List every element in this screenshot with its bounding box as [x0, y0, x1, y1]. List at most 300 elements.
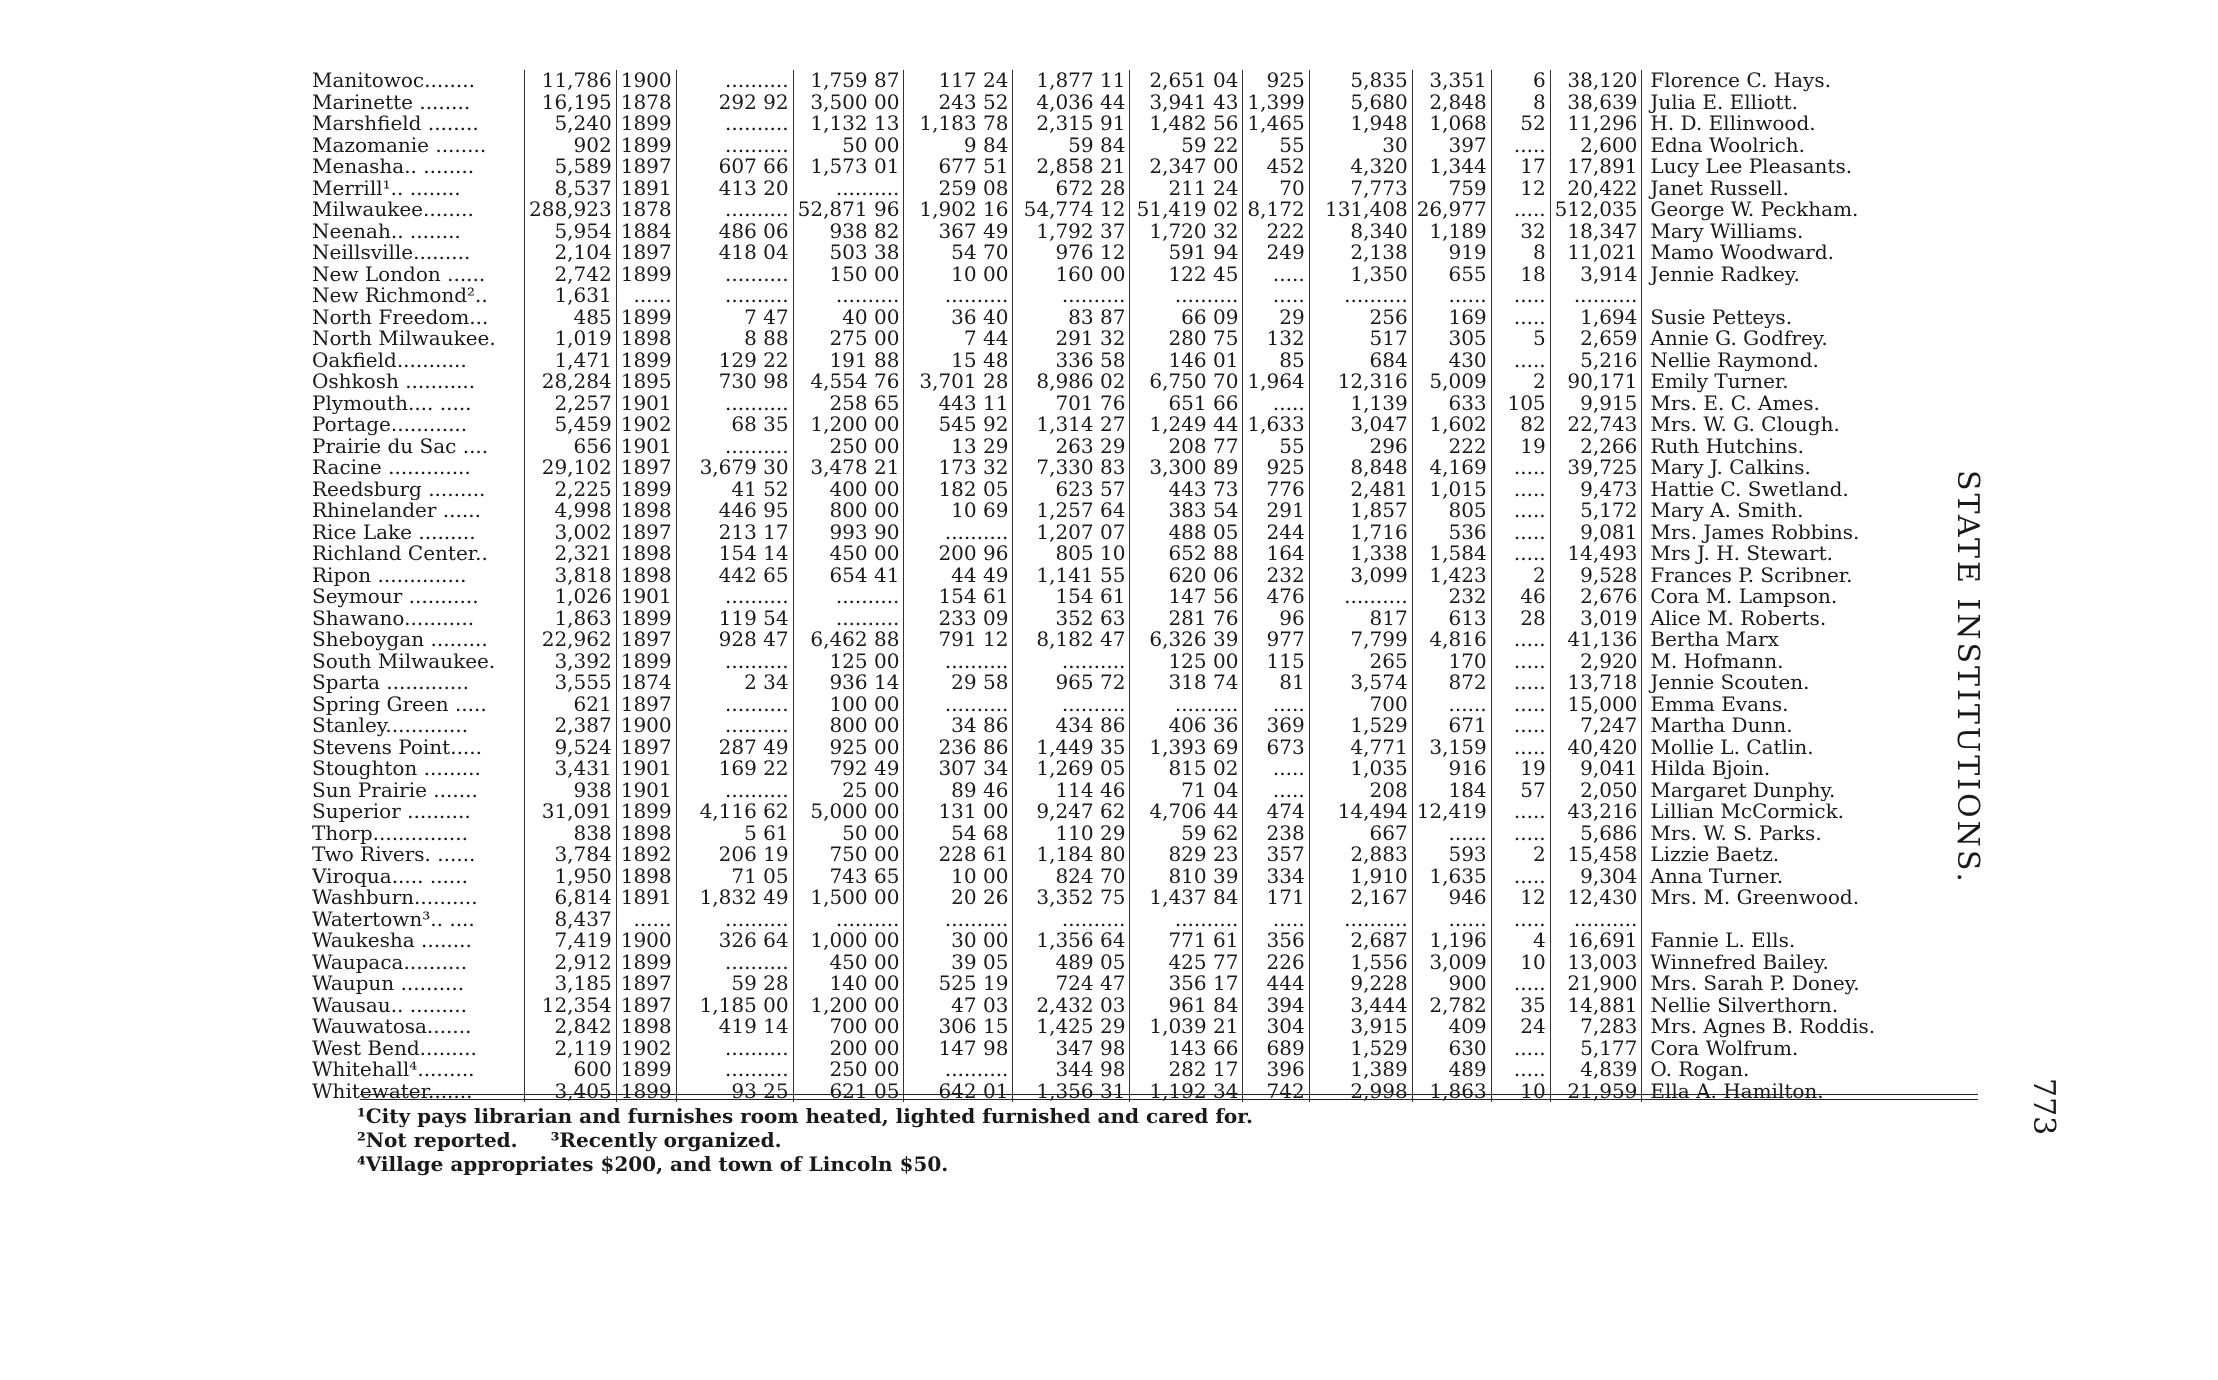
place-name-cell: Mazomanie ........ — [312, 134, 487, 156]
year-established-cell: 1902 — [616, 1038, 676, 1060]
expenditures-cell: 59 62 — [1130, 823, 1243, 845]
other-receipts-cell: 545 92 — [904, 414, 1013, 436]
circulation-cell: 20,422 — [1550, 178, 1642, 200]
other-receipts-cell: 147 98 — [904, 1038, 1013, 1060]
total-receipts-cell: 263 29 — [1013, 436, 1130, 458]
pamphlets-cell: 1,423 — [1412, 565, 1491, 587]
expenditures-cell: .......... — [1130, 694, 1243, 716]
volumes-added-cell: 444 — [1243, 973, 1309, 995]
population-cell: 656 — [525, 436, 617, 458]
balance-on-hand-cell: 154 14 — [676, 543, 793, 565]
periodicals-cell: 8 — [1491, 242, 1550, 264]
expenditures-cell: 66 09 — [1130, 307, 1243, 329]
circulation-cell: 5,177 — [1550, 1038, 1642, 1060]
appropriation-cell: 200 00 — [793, 1038, 904, 1060]
appropriation-cell: 140 00 — [793, 973, 904, 995]
circulation-cell: 5,172 — [1550, 500, 1642, 522]
year-established-cell: 1900 — [616, 930, 676, 952]
expenditures-cell: 208 77 — [1130, 436, 1243, 458]
population-cell: 1,019 — [525, 328, 617, 350]
table-row — [312, 930, 1954, 952]
appropriation-cell: 40 00 — [793, 307, 904, 329]
pamphlets-cell: 430 — [1412, 350, 1491, 372]
table-row — [312, 328, 1954, 350]
total-receipts-cell: 623 57 — [1013, 479, 1130, 501]
librarian-name-cell: Margaret Dunphy. — [1650, 779, 1836, 801]
volumes-added-cell: 81 — [1243, 672, 1309, 694]
periodicals-cell: ..... — [1491, 715, 1550, 737]
table-row — [312, 866, 1954, 888]
table-row — [312, 1059, 1954, 1081]
total-receipts-cell: 154 61 — [1013, 586, 1130, 608]
librarian-name-cell: M. Hofmann. — [1650, 650, 1784, 672]
librarian-name-cell: Mamo Woodward. — [1650, 242, 1835, 264]
circulation-cell: 15,458 — [1550, 844, 1642, 866]
population-cell: 31,091 — [525, 801, 617, 823]
appropriation-cell: 191 88 — [793, 350, 904, 372]
pamphlets-cell: ...... — [1412, 694, 1491, 716]
population-cell: 2,225 — [525, 479, 617, 501]
volumes-added-cell: 132 — [1243, 328, 1309, 350]
circulation-cell: 2,920 — [1550, 651, 1642, 673]
volumes-in-library-cell: 7,773 — [1309, 178, 1412, 200]
population-cell: 6,814 — [525, 887, 617, 909]
table-row — [312, 672, 1954, 694]
other-receipts-cell: 173 32 — [904, 457, 1013, 479]
place-name-cell: Superior .......... — [312, 801, 471, 823]
circulation-cell: 3,914 — [1550, 264, 1642, 286]
volumes-added-cell: 291 — [1243, 500, 1309, 522]
periodicals-cell: ..... — [1491, 350, 1550, 372]
librarian-name-cell — [1642, 909, 1955, 931]
volumes-in-library-cell: 1,035 — [1309, 758, 1412, 780]
volumes-in-library-cell: 2,481 — [1309, 479, 1412, 501]
expenditures-cell: 771 61 — [1130, 930, 1243, 952]
librarian-name-cell: Fannie L. Ells. — [1650, 930, 1796, 952]
other-receipts-cell: 39 05 — [904, 952, 1013, 974]
table-body — [312, 70, 1954, 1102]
population-cell: 5,240 — [525, 113, 617, 135]
librarian-name-cell: Mary A. Smith. — [1650, 500, 1804, 522]
expenditures-cell: 4,706 44 — [1130, 801, 1243, 823]
expenditures-cell: 591 94 — [1130, 242, 1243, 264]
circulation-cell: 13,718 — [1550, 672, 1642, 694]
pamphlets-cell: 3,009 — [1412, 952, 1491, 974]
pamphlets-cell: 232 — [1412, 586, 1491, 608]
place-name-cell: Spring Green ..... — [312, 693, 487, 715]
expenditures-cell: 2,347 00 — [1130, 156, 1243, 178]
population-cell: 2,742 — [525, 264, 617, 286]
volumes-added-cell: 925 — [1243, 457, 1309, 479]
circulation-cell: 40,420 — [1550, 737, 1642, 759]
year-established-cell: 1897 — [616, 995, 676, 1017]
librarian-name-cell: Emma Evans. — [1650, 693, 1789, 715]
volumes-added-cell: 171 — [1243, 887, 1309, 909]
place-name-cell: Neillsville......... — [312, 242, 471, 264]
other-receipts-cell: .......... — [904, 522, 1013, 544]
place-name-cell: Waupaca.......... — [312, 951, 468, 973]
appropriation-cell: 5,000 00 — [793, 801, 904, 823]
total-receipts-cell: 110 29 — [1013, 823, 1130, 845]
volumes-in-library-cell: 517 — [1309, 328, 1412, 350]
table-row — [312, 371, 1954, 393]
year-established-cell: 1899 — [616, 350, 676, 372]
appropriation-cell: 25 00 — [793, 780, 904, 802]
table-row — [312, 780, 1954, 802]
periodicals-cell: 2 — [1491, 371, 1550, 393]
pamphlets-cell: ...... — [1412, 285, 1491, 307]
volumes-in-library-cell: 1,529 — [1309, 1038, 1412, 1060]
total-receipts-cell: 352 63 — [1013, 608, 1130, 630]
balance-on-hand-cell: .......... — [676, 135, 793, 157]
expenditures-cell: 280 75 — [1130, 328, 1243, 350]
circulation-cell: 21,900 — [1550, 973, 1642, 995]
volumes-in-library-cell: 4,320 — [1309, 156, 1412, 178]
circulation-cell: 2,050 — [1550, 780, 1642, 802]
year-established-cell: 1898 — [616, 866, 676, 888]
appropriation-cell: .......... — [793, 608, 904, 630]
total-receipts-cell: 347 98 — [1013, 1038, 1130, 1060]
expenditures-cell: 143 66 — [1130, 1038, 1243, 1060]
volumes-added-cell: 238 — [1243, 823, 1309, 845]
expenditures-cell: 1,482 56 — [1130, 113, 1243, 135]
total-receipts-cell: 59 84 — [1013, 135, 1130, 157]
table-row — [312, 887, 1954, 909]
other-receipts-cell: 9 84 — [904, 135, 1013, 157]
circulation-cell: 1,694 — [1550, 307, 1642, 329]
periodicals-cell: 2 — [1491, 565, 1550, 587]
volumes-added-cell: ..... — [1243, 780, 1309, 802]
periodicals-cell: 4 — [1491, 930, 1550, 952]
year-established-cell: 1899 — [616, 307, 676, 329]
population-cell: 9,524 — [525, 737, 617, 759]
other-receipts-cell: 54 70 — [904, 242, 1013, 264]
volumes-added-cell: 369 — [1243, 715, 1309, 737]
periodicals-cell: ..... — [1491, 543, 1550, 565]
expenditures-cell: 281 76 — [1130, 608, 1243, 630]
circulation-cell: 41,136 — [1550, 629, 1642, 651]
year-established-cell: 1898 — [616, 565, 676, 587]
periodicals-cell: 19 — [1491, 758, 1550, 780]
balance-on-hand-cell: 71 05 — [676, 866, 793, 888]
periodicals-cell: 6 — [1491, 70, 1550, 92]
place-name-cell: Richland Center.. — [312, 543, 488, 565]
other-receipts-cell: 677 51 — [904, 156, 1013, 178]
pamphlets-cell: 170 — [1412, 651, 1491, 673]
population-cell: 1,631 — [525, 285, 617, 307]
periodicals-cell: ..... — [1491, 500, 1550, 522]
year-established-cell: 1878 — [616, 199, 676, 221]
place-name-cell: Sheboygan ......... — [312, 629, 488, 651]
population-cell: 1,950 — [525, 866, 617, 888]
population-cell: 11,786 — [525, 70, 617, 92]
pamphlets-cell: 900 — [1412, 973, 1491, 995]
volumes-added-cell: 673 — [1243, 737, 1309, 759]
balance-on-hand-cell: 326 64 — [676, 930, 793, 952]
population-cell: 8,537 — [525, 178, 617, 200]
other-receipts-cell: 443 11 — [904, 393, 1013, 415]
expenditures-cell: 71 04 — [1130, 780, 1243, 802]
volumes-in-library-cell: 2,167 — [1309, 887, 1412, 909]
librarian-name-cell: Mrs. M. Greenwood. — [1650, 887, 1860, 909]
table-row — [312, 565, 1954, 587]
pamphlets-cell: 3,159 — [1412, 737, 1491, 759]
expenditures-cell: 651 66 — [1130, 393, 1243, 415]
volumes-added-cell: 356 — [1243, 930, 1309, 952]
circulation-cell: 39,725 — [1550, 457, 1642, 479]
population-cell: 29,102 — [525, 457, 617, 479]
place-name-cell: Shawano........... — [312, 607, 475, 629]
place-name-cell: Waukesha ........ — [312, 930, 472, 952]
circulation-cell: 5,216 — [1550, 350, 1642, 372]
expenditures-cell: 815 02 — [1130, 758, 1243, 780]
table-row — [312, 823, 1954, 845]
year-established-cell: 1898 — [616, 500, 676, 522]
total-receipts-cell: 2,432 03 — [1013, 995, 1130, 1017]
year-established-cell: 1901 — [616, 586, 676, 608]
volumes-added-cell: 232 — [1243, 565, 1309, 587]
balance-on-hand-cell: 5 61 — [676, 823, 793, 845]
appropriation-cell: 275 00 — [793, 328, 904, 350]
appropriation-cell: 50 00 — [793, 135, 904, 157]
other-receipts-cell: 7 44 — [904, 328, 1013, 350]
other-receipts-cell: 642 01 — [904, 1081, 1013, 1103]
appropriation-cell: 450 00 — [793, 543, 904, 565]
table-row — [312, 70, 1954, 92]
expenditures-cell: 3,300 89 — [1130, 457, 1243, 479]
librarian-name-cell: Lucy Lee Pleasants. — [1650, 156, 1853, 178]
periodicals-cell: 32 — [1491, 221, 1550, 243]
expenditures-cell: 59 22 — [1130, 135, 1243, 157]
year-established-cell: 1897 — [616, 522, 676, 544]
balance-on-hand-cell: 7 47 — [676, 307, 793, 329]
place-name-cell: Two Rivers. ...... — [312, 844, 476, 866]
volumes-in-library-cell: 1,910 — [1309, 866, 1412, 888]
place-name-cell: Watertown³.. .... — [312, 908, 475, 930]
year-established-cell: 1895 — [616, 371, 676, 393]
table-row — [312, 350, 1954, 372]
other-receipts-cell: 200 96 — [904, 543, 1013, 565]
table-row — [312, 973, 1954, 995]
volumes-added-cell: 85 — [1243, 350, 1309, 372]
year-established-cell: 1902 — [616, 414, 676, 436]
other-receipts-cell: .......... — [904, 694, 1013, 716]
volumes-added-cell: 70 — [1243, 178, 1309, 200]
table-row — [312, 135, 1954, 157]
librarian-name-cell: George W. Peckham. — [1650, 199, 1859, 221]
appropriation-cell: 925 00 — [793, 737, 904, 759]
librarian-name-cell: Nellie Silverthorn. — [1650, 994, 1839, 1016]
librarian-name-cell: Lizzie Baetz. — [1650, 844, 1780, 866]
pamphlets-cell: 1,344 — [1412, 156, 1491, 178]
balance-on-hand-cell: 129 22 — [676, 350, 793, 372]
place-name-cell: North Milwaukee. — [312, 328, 496, 350]
expenditures-cell: 146 01 — [1130, 350, 1243, 372]
year-established-cell: 1878 — [616, 92, 676, 114]
balance-on-hand-cell: 486 06 — [676, 221, 793, 243]
year-established-cell: 1901 — [616, 436, 676, 458]
volumes-added-cell: 222 — [1243, 221, 1309, 243]
periodicals-cell: ..... — [1491, 1038, 1550, 1060]
year-established-cell: 1898 — [616, 823, 676, 845]
periodicals-cell: 82 — [1491, 414, 1550, 436]
volumes-in-library-cell: 1,338 — [1309, 543, 1412, 565]
volumes-added-cell: 925 — [1243, 70, 1309, 92]
expenditures-cell: 1,393 69 — [1130, 737, 1243, 759]
balance-on-hand-cell: 119 54 — [676, 608, 793, 630]
place-name-cell: Whitehall⁴......... — [312, 1059, 475, 1081]
population-cell: 938 — [525, 780, 617, 802]
volumes-in-library-cell: 265 — [1309, 651, 1412, 673]
table-row — [312, 307, 1954, 329]
appropriation-cell: 3,478 21 — [793, 457, 904, 479]
circulation-cell: 3,019 — [1550, 608, 1642, 630]
footnote-3: ³Recently organized. — [550, 1128, 782, 1152]
population-cell: 5,954 — [525, 221, 617, 243]
librarian-name-cell: Bertha Marx — [1650, 629, 1779, 651]
place-name-cell: Stanley............. — [312, 715, 469, 737]
expenditures-cell: 829 23 — [1130, 844, 1243, 866]
appropriation-cell: 800 00 — [793, 715, 904, 737]
total-receipts-cell: 3,352 75 — [1013, 887, 1130, 909]
circulation-cell: 38,120 — [1550, 70, 1642, 92]
volumes-added-cell: ..... — [1243, 264, 1309, 286]
librarian-name-cell: Mrs. W. S. Parks. — [1650, 822, 1822, 844]
pamphlets-cell: ...... — [1412, 823, 1491, 845]
volumes-added-cell: 689 — [1243, 1038, 1309, 1060]
circulation-cell: 14,881 — [1550, 995, 1642, 1017]
expenditures-cell: 6,750 70 — [1130, 371, 1243, 393]
circulation-cell: 9,473 — [1550, 479, 1642, 501]
periodicals-cell: ..... — [1491, 973, 1550, 995]
year-established-cell: ...... — [616, 909, 676, 931]
balance-on-hand-cell: .......... — [676, 1059, 793, 1081]
table-row — [312, 608, 1954, 630]
balance-on-hand-cell: 213 17 — [676, 522, 793, 544]
volumes-in-library-cell: 1,139 — [1309, 393, 1412, 415]
place-name-cell: Whitewater....... — [312, 1080, 473, 1102]
expenditures-cell: 6,326 39 — [1130, 629, 1243, 651]
footnote-2-3-row — [357, 1128, 1253, 1152]
other-receipts-cell: 236 86 — [904, 737, 1013, 759]
other-receipts-cell: 13 29 — [904, 436, 1013, 458]
balance-on-hand-cell: 730 98 — [676, 371, 793, 393]
total-receipts-cell: 976 12 — [1013, 242, 1130, 264]
circulation-cell: 2,266 — [1550, 436, 1642, 458]
periodicals-cell: 19 — [1491, 436, 1550, 458]
volumes-in-library-cell: .......... — [1309, 586, 1412, 608]
volumes-added-cell: 396 — [1243, 1059, 1309, 1081]
table-row — [312, 543, 1954, 565]
other-receipts-cell: 306 15 — [904, 1016, 1013, 1038]
other-receipts-cell: 228 61 — [904, 844, 1013, 866]
pamphlets-cell: 1,863 — [1412, 1081, 1491, 1103]
year-established-cell: 1891 — [616, 178, 676, 200]
place-name-cell: Wauwatosa....... — [312, 1016, 472, 1038]
total-receipts-cell: .......... — [1013, 651, 1130, 673]
volumes-added-cell: 55 — [1243, 135, 1309, 157]
appropriation-cell: 4,554 76 — [793, 371, 904, 393]
pamphlets-cell: 1,635 — [1412, 866, 1491, 888]
librarian-name-cell: Edna Woolrich. — [1650, 134, 1806, 156]
volumes-added-cell: 394 — [1243, 995, 1309, 1017]
pamphlets-cell: 184 — [1412, 780, 1491, 802]
circulation-cell: 13,003 — [1550, 952, 1642, 974]
table-row — [312, 844, 1954, 866]
circulation-cell: 12,430 — [1550, 887, 1642, 909]
volumes-added-cell: 115 — [1243, 651, 1309, 673]
year-established-cell: 1899 — [616, 135, 676, 157]
table-row — [312, 715, 1954, 737]
other-receipts-cell: 30 00 — [904, 930, 1013, 952]
librarian-name-cell: Hattie C. Swetland. — [1650, 478, 1849, 500]
year-established-cell: 1898 — [616, 1016, 676, 1038]
place-name-cell: Neenah.. ........ — [312, 220, 461, 242]
place-name-cell: Racine ............. — [312, 457, 471, 479]
appropriation-cell: .......... — [793, 586, 904, 608]
expenditures-cell: 488 05 — [1130, 522, 1243, 544]
pamphlets-cell: 630 — [1412, 1038, 1491, 1060]
periodicals-cell: ..... — [1491, 479, 1550, 501]
appropriation-cell: 150 00 — [793, 264, 904, 286]
year-established-cell: 1899 — [616, 608, 676, 630]
other-receipts-cell: 89 46 — [904, 780, 1013, 802]
volumes-in-library-cell: 1,948 — [1309, 113, 1412, 135]
expenditures-cell: 1,039 21 — [1130, 1016, 1243, 1038]
table-row — [312, 178, 1954, 200]
volumes-added-cell: 164 — [1243, 543, 1309, 565]
balance-on-hand-cell: 419 14 — [676, 1016, 793, 1038]
place-name-cell: Ripon .............. — [312, 564, 467, 586]
table-row — [312, 285, 1954, 307]
periodicals-cell: 10 — [1491, 952, 1550, 974]
total-receipts-cell: 1,449 35 — [1013, 737, 1130, 759]
expenditures-cell: .......... — [1130, 909, 1243, 931]
periodicals-cell: ..... — [1491, 823, 1550, 845]
circulation-cell: 43,216 — [1550, 801, 1642, 823]
periodicals-cell: ..... — [1491, 737, 1550, 759]
population-cell: 28,284 — [525, 371, 617, 393]
appropriation-cell: .......... — [793, 178, 904, 200]
library-statistics-table — [312, 70, 1954, 1102]
appropriation-cell: 993 90 — [793, 522, 904, 544]
place-name-cell: Oakfield........... — [312, 349, 467, 371]
place-name-cell: New London ...... — [312, 263, 486, 285]
total-receipts-cell: 83 87 — [1013, 307, 1130, 329]
table-row — [312, 629, 1954, 651]
place-name-cell: Merrill¹.. ........ — [312, 177, 461, 199]
volumes-added-cell: ..... — [1243, 393, 1309, 415]
population-cell: 1,471 — [525, 350, 617, 372]
appropriation-cell: 258 65 — [793, 393, 904, 415]
balance-on-hand-cell: 206 19 — [676, 844, 793, 866]
population-cell: 3,784 — [525, 844, 617, 866]
place-name-cell: Thorp............... — [312, 822, 468, 844]
librarian-name-cell: Julia E. Elliott. — [1650, 91, 1798, 113]
appropriation-cell: 450 00 — [793, 952, 904, 974]
volumes-added-cell: 55 — [1243, 436, 1309, 458]
total-receipts-cell: 1,269 05 — [1013, 758, 1130, 780]
year-established-cell: 1899 — [616, 952, 676, 974]
volumes-in-library-cell: 2,883 — [1309, 844, 1412, 866]
circulation-cell: 21,959 — [1550, 1081, 1642, 1103]
balance-on-hand-cell: 41 52 — [676, 479, 793, 501]
year-established-cell: 1901 — [616, 758, 676, 780]
year-established-cell: 1884 — [616, 221, 676, 243]
balance-on-hand-cell: 1,832 49 — [676, 887, 793, 909]
total-receipts-cell: 824 70 — [1013, 866, 1130, 888]
total-receipts-cell: 1,877 11 — [1013, 70, 1130, 92]
